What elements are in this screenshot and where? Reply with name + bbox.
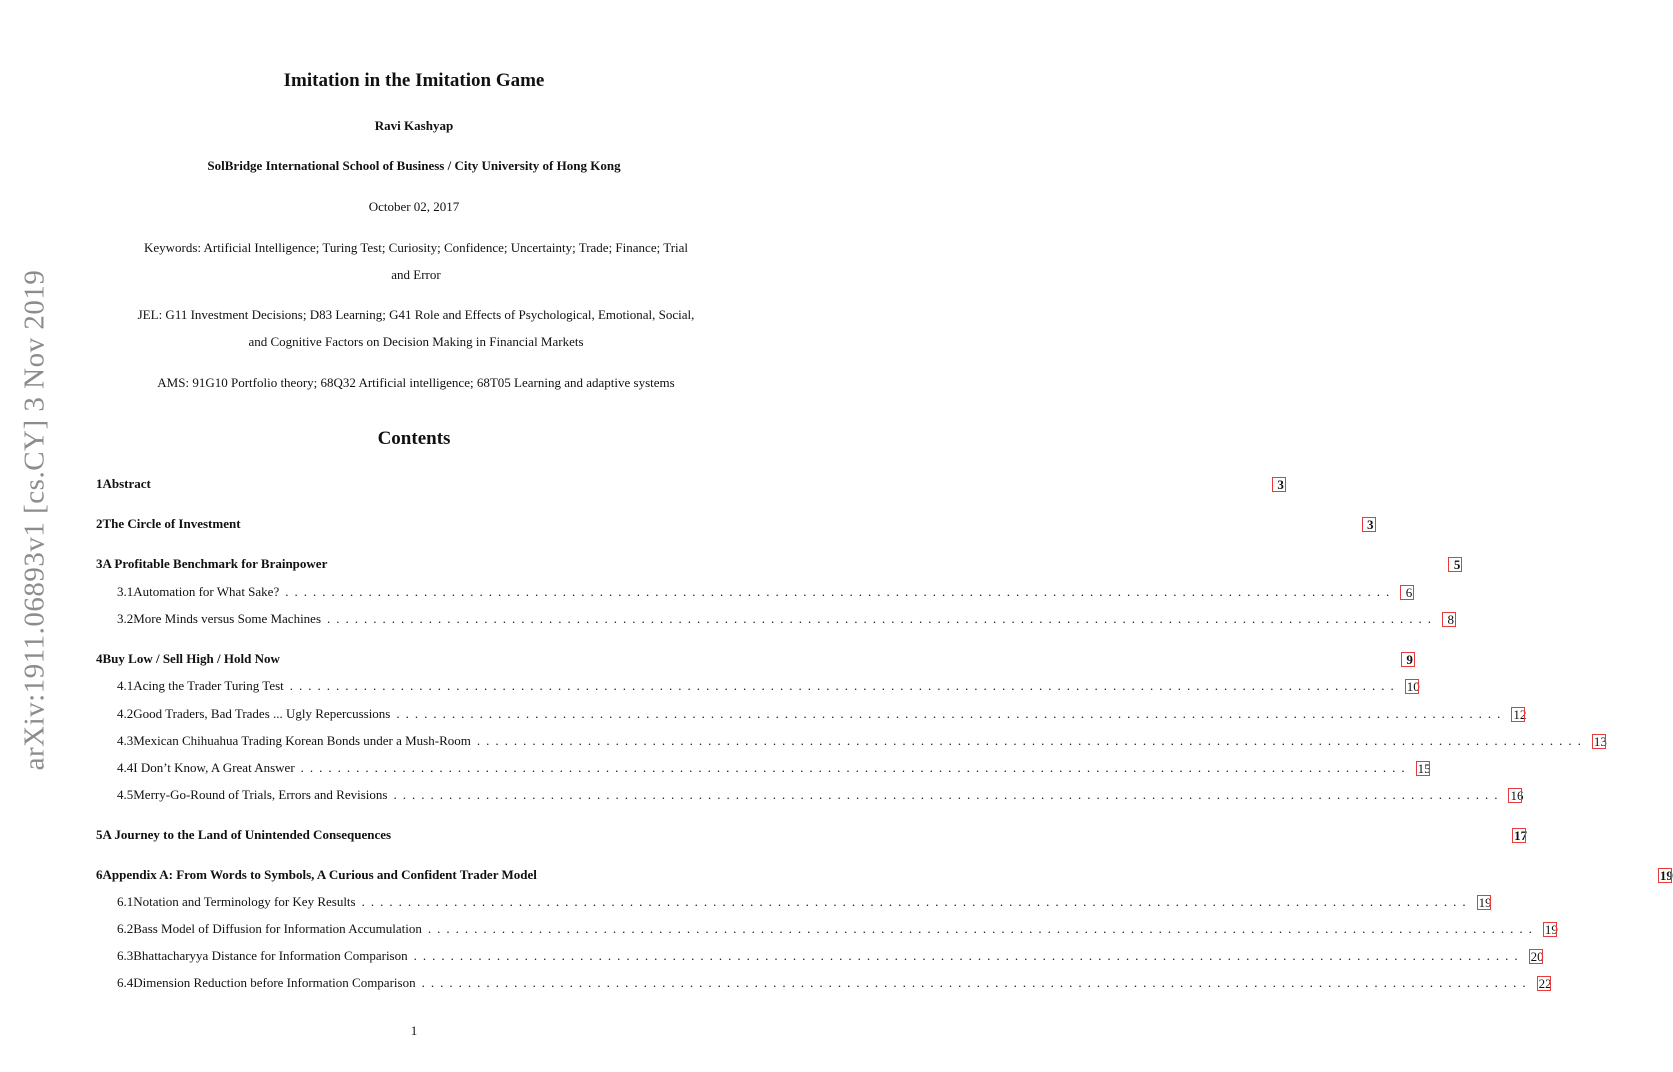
toc-subsection-row[interactable]	[96, 892, 1492, 912]
toc-dot-leader: ........................................................................................................................	[393, 787, 1504, 802]
toc-section-row[interactable]	[96, 825, 1528, 845]
toc-entry-title[interactable]: Abstract	[102, 476, 151, 491]
toc-page-link[interactable]: 3	[1273, 478, 1285, 491]
author-name: Ravi Kashyap	[374, 118, 454, 133]
toc-entry-number: 6.4	[117, 975, 134, 990]
toc-subsection-row[interactable]	[96, 973, 1552, 993]
toc-entry-title[interactable]: Mexican Chihuahua Trading Korean Bonds under a Mush-Room	[133, 733, 471, 748]
toc-page-link[interactable]: 3	[1363, 518, 1375, 531]
toc-entry-title[interactable]: A Profitable Benchmark for Brainpower	[102, 556, 328, 571]
toc-page-link[interactable]: 10	[1406, 678, 1420, 694]
toc-page-link[interactable]: 12	[1513, 706, 1527, 722]
toc-page-link[interactable]: 19	[1659, 867, 1673, 883]
author-affiliation: SolBridge International School of Business / City University of Hong Kong	[207, 158, 621, 173]
toc-page-link[interactable]: 8	[1443, 613, 1455, 626]
toc-entry-title[interactable]: A Journey to the Land of Unintended Consequences	[102, 827, 392, 842]
toc-page-link[interactable]: 9	[1402, 653, 1414, 666]
toc-dot-leader: ........................................................................................................................	[476, 733, 1587, 748]
toc-entry-title[interactable]: Notation and Terminology for Key Results	[133, 894, 356, 909]
toc-dot-leader: ........................................................................................................................	[413, 948, 1524, 963]
toc-page-link[interactable]: 13	[1593, 733, 1607, 749]
toc-subsection-row[interactable]	[96, 609, 1455, 629]
page-number: 1	[410, 1023, 418, 1038]
toc-entry-number: 4.3	[117, 733, 134, 748]
toc-entry-number: 4.4	[117, 760, 134, 775]
toc-entry-title[interactable]: Bass Model of Diffusion for Information Accumulation	[133, 921, 422, 936]
toc-section-row[interactable]	[96, 649, 1413, 669]
toc-page-link[interactable]: 20	[1530, 948, 1544, 964]
toc-entry-title[interactable]: Merry-Go-Round of Trials, Errors and Revisions	[133, 787, 388, 802]
toc-dot-leader: ........................................................................................................................	[289, 678, 1400, 693]
toc-entry-title[interactable]: The Circle of Investment	[102, 516, 241, 531]
toc-dot-leader: ........................................................................................................................	[421, 975, 1532, 990]
keywords-line-2: and Error	[391, 267, 441, 282]
arxiv-id: arXiv:1911.06893v1 [cs.CY] 3 Nov 2019	[18, 269, 51, 771]
jel-line-1: JEL: G11 Investment Decisions; D83 Learning; G41 Role and Effects of Psychological, Emotional, Social,	[137, 307, 695, 322]
toc-entry-number: 4.1	[117, 678, 134, 693]
toc-dot-leader: ........................................................................................................................	[300, 760, 1411, 775]
toc-entry-title[interactable]: Dimension Reduction before Information Comparison	[133, 975, 416, 990]
toc-entry-number: 5	[96, 827, 103, 842]
toc-entry-title[interactable]: I Don’t Know, A Great Answer	[133, 760, 295, 775]
toc-page-link[interactable]: 22	[1538, 975, 1552, 991]
toc-subsection-row[interactable]	[96, 704, 1527, 724]
toc-dot-leader: ........................................................................................................................	[427, 921, 1538, 936]
keywords-line-1: Keywords: Artificial Intelligence; Turing Test; Curiosity; Confidence; Uncertainty; Trade; Finance; Trial	[143, 240, 689, 255]
ams-line: AMS: 91G10 Portfolio theory; 68Q32 Artificial intelligence; 68T05 Learning and adaptive systems	[157, 375, 675, 390]
keywords	[96, 234, 736, 288]
toc-section-row[interactable]	[96, 865, 1673, 885]
toc-section-row[interactable]	[96, 514, 1374, 534]
toc-subsection-row[interactable]	[96, 946, 1544, 966]
toc-subsection-row[interactable]	[96, 676, 1420, 696]
toc-page-link[interactable]: 17	[1514, 827, 1528, 843]
toc-subsection-row[interactable]	[96, 758, 1431, 778]
toc-subsection-row[interactable]	[96, 731, 1607, 751]
paper-date: October 02, 2017	[368, 199, 460, 214]
toc-entry-number: 6.1	[117, 894, 134, 909]
contents-heading: Contents	[377, 428, 451, 449]
toc-entry-number: 4	[96, 651, 103, 666]
toc-section-row[interactable]	[96, 554, 1461, 574]
toc-dot-leader: ........................................................................................................................	[285, 584, 1396, 599]
toc-page-link[interactable]: 19	[1544, 921, 1558, 937]
ams-codes	[96, 369, 736, 396]
toc-section-row[interactable]	[96, 474, 1284, 494]
toc-entry-title[interactable]: Appendix A: From Words to Symbols, A Curious and Confident Trader Model	[102, 867, 537, 882]
toc-subsection-row[interactable]	[96, 582, 1413, 602]
toc-entry-number: 4.2	[117, 706, 134, 721]
toc-subsection-row[interactable]	[96, 785, 1524, 805]
toc-entry-title[interactable]: Automation for What Sake?	[133, 584, 280, 599]
toc-entry-number: 6.2	[117, 921, 134, 936]
toc-dot-leader: ........................................................................................................................	[327, 611, 1438, 626]
toc-page-link[interactable]: 15	[1417, 760, 1431, 776]
toc-page-link[interactable]: 5	[1449, 558, 1461, 571]
toc-entry-number: 6.3	[117, 948, 134, 963]
toc-entry-number: 3	[96, 556, 103, 571]
toc-entry-number: 3.1	[117, 584, 134, 599]
toc-page-link[interactable]: 16	[1510, 787, 1524, 803]
jel-line-2: and Cognitive Factors on Decision Making in Financial Markets	[248, 334, 584, 349]
toc-entry-title[interactable]: More Minds versus Some Machines	[133, 611, 322, 626]
paper-title: Imitation in the Imitation Game	[283, 70, 545, 91]
toc-entry-number: 4.5	[117, 787, 134, 802]
toc-entry-number: 1	[96, 476, 103, 491]
jel-codes	[96, 301, 736, 355]
toc-entry-title[interactable]: Acing the Trader Turing Test	[133, 678, 284, 693]
toc-entry-number: 2	[96, 516, 103, 531]
toc-entry-title[interactable]: Good Traders, Bad Trades ... Ugly Repercussions	[133, 706, 391, 721]
toc-entry-title[interactable]: Buy Low / Sell High / Hold Now	[102, 651, 280, 666]
toc-entry-number: 6	[96, 867, 103, 882]
toc-entry-number: 3.2	[117, 611, 134, 626]
toc-entry-title[interactable]: Bhattacharyya Distance for Information Comparison	[133, 948, 408, 963]
toc-dot-leader: ........................................................................................................................	[396, 706, 1507, 721]
toc-page-link[interactable]: 19	[1478, 894, 1492, 910]
toc-page-link[interactable]: 6	[1401, 586, 1413, 599]
toc-subsection-row[interactable]	[96, 919, 1558, 939]
toc-dot-leader: ........................................................................................................................	[361, 894, 1472, 909]
